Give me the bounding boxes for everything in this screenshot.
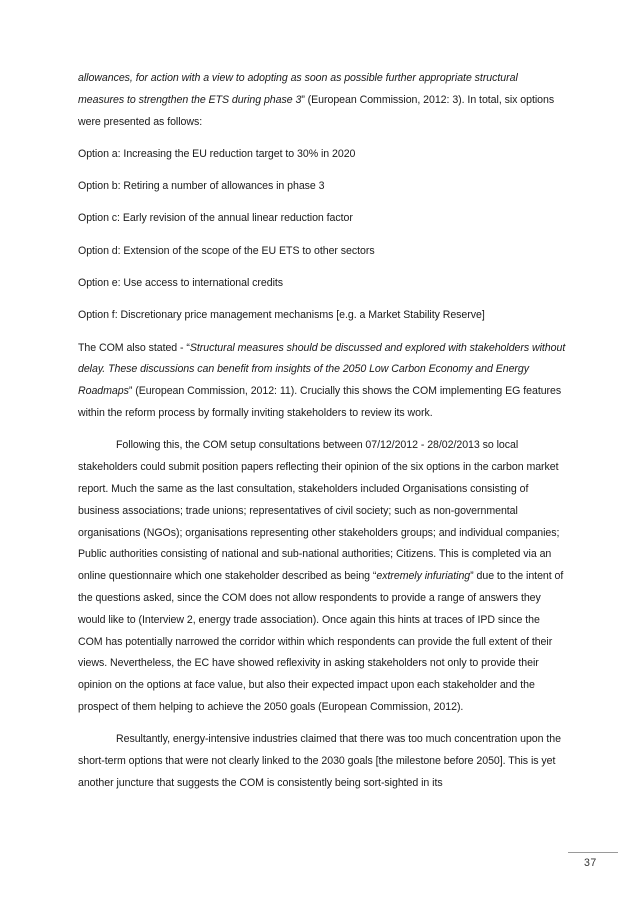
italic-text-run: Structural measures should be discussed and explored with stakeholders without delay. These discussions can benefit from insights of the 2050 Low Carbon Economy and Energy Roadmaps (78, 341, 566, 398)
paragraph (78, 68, 566, 133)
italic-text-run: allowances, for action with a view to adopting as soon as possible further appropriate structural measures to strengthen the ETS during phase 3 (78, 72, 518, 106)
text-run: Option c: Early revision of the annual linear reduction factor (78, 212, 353, 225)
paragraph (78, 241, 566, 263)
text-run: ” (European Commission, 2012: 11). Crucially this shows the COM implementing EG features within the reform process by formally inviting stakeholders to review its work. (78, 385, 562, 420)
italic-text-run: extremely infuriating (376, 570, 471, 583)
text-run: Resultantly, energy-intensive industries claimed that there was too much concentration upon the short-term options that were not clearly linked to the 2030 goals [the milestone before 2050]. This is yet another juncture that suggests the COM is consistently being sort-sighted in its (78, 733, 561, 789)
text-run: Following this, the COM setup consultations between 07/12/2012 - 28/02/2013 so local stakeholders could submit position papers reflecting their opinion of the six options in the carbon market report. Much the same as the last consultation, stakeholders included Organisations consisting of business associations; trade unions; representatives of civil society; such as non-governmental organisations (NGOs); organisations representing other stakeholders groups; and individual companies; Public authorities consisting of national and sub-national authorities; Citizens. This is completed via an online questionnaire which one stakeholder described as being “ (78, 439, 560, 583)
paragraph (78, 729, 566, 794)
paragraph (78, 305, 566, 327)
text-run: Option a: Increasing the EU reduction target to 30% in 2020 (78, 147, 356, 160)
text-run: ” (European Commission, 2012: 3). In total, six options were presented as follows: (78, 93, 555, 128)
text-run: Option b: Retiring a number of allowances in phase 3 (78, 180, 325, 193)
text-run: ” due to the intent of the questions asked, since the COM does not allow respondents to provide a range of answers they would like to (Interview 2, energy trade association). Once again this hints at traces of IPD since the COM has potentially narrowed the corridor within which respondents can provide the full extent of their views. Nevertheless, the EC have showed reflexivity in asking stakeholders not only to provide their opinion on the options at face value, but also their expected impact upon each stakeholder and the prospect of them helping to achieve the 2050 goals (European Commission, 2012). (78, 570, 564, 713)
body-text (78, 68, 566, 805)
page-number: 37 (584, 857, 597, 869)
text-run: Option d: Extension of the scope of the EU ETS to other sectors (78, 244, 375, 257)
paragraph (78, 435, 566, 718)
paragraph (78, 273, 566, 295)
text-run: Option f: Discretionary price management mechanisms [e.g. a Market Stability Reserve] (78, 309, 485, 322)
text-run: The COM also stated - “ (78, 341, 190, 354)
footer-rule (568, 852, 618, 853)
paragraph (78, 208, 566, 230)
paragraph (78, 338, 566, 425)
text-run: Option e: Use access to international credits (78, 277, 284, 290)
paragraph (78, 144, 566, 166)
paragraph (78, 176, 566, 198)
